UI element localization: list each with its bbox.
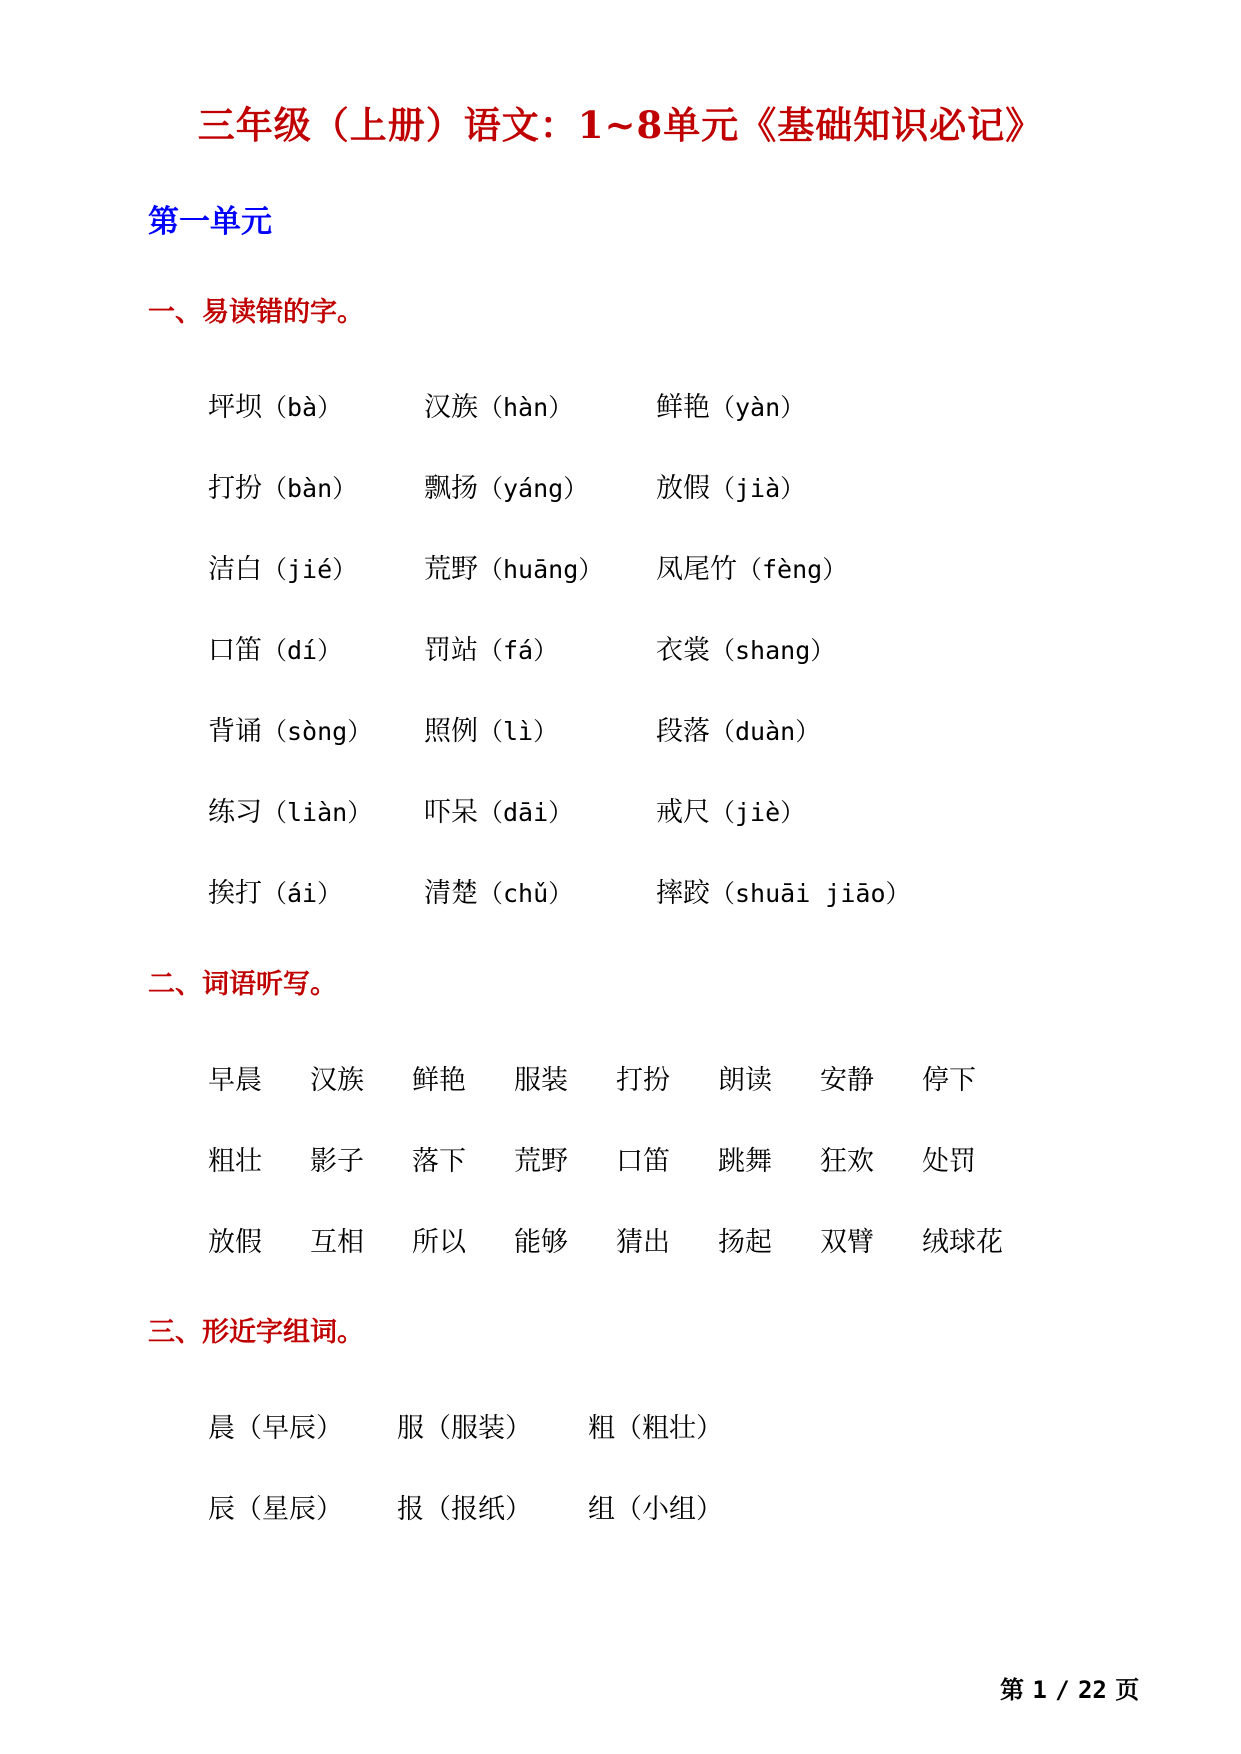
pronunciation-row xyxy=(0,871,1241,911)
similar-character-entry: 晨（早辰） xyxy=(208,1413,343,1444)
dictation-word: 影子 xyxy=(310,1146,364,1177)
dictation-word: 所以 xyxy=(412,1227,466,1258)
pronunciation-entry xyxy=(424,466,588,505)
footer-separator: / xyxy=(1055,1676,1070,1704)
similar-character-entry: 服（服装） xyxy=(397,1413,532,1444)
entry-pinyin: （fèng） xyxy=(737,555,848,584)
entry-word: 照例 xyxy=(424,716,478,747)
dictation-row xyxy=(0,1058,1241,1098)
dictation-word: 互相 xyxy=(310,1227,364,1258)
similar-character-entry: 粗（粗壮） xyxy=(588,1413,723,1444)
entry-word: 荒野 xyxy=(424,554,478,585)
dictation-word: 扬起 xyxy=(718,1227,772,1258)
entry-word: 罚站 xyxy=(424,635,478,666)
entry-word: 坪坝 xyxy=(208,392,262,423)
pronunciation-entry xyxy=(424,547,603,586)
pronunciation-entry xyxy=(656,628,835,667)
entry-pinyin: （hàn） xyxy=(478,393,574,422)
dictation-word: 鲜艳 xyxy=(412,1065,466,1096)
pronunciation-entry xyxy=(656,790,805,829)
dictation-word: 朗读 xyxy=(718,1065,772,1096)
entry-pinyin: （sòng） xyxy=(262,717,373,746)
entry-pinyin: （dí） xyxy=(262,636,343,665)
dictation-word: 跳舞 xyxy=(718,1146,772,1177)
dictation-word: 服装 xyxy=(514,1065,568,1096)
pronunciation-row xyxy=(0,547,1241,587)
entry-pinyin: （jià） xyxy=(710,474,806,503)
dictation-word: 口笛 xyxy=(616,1146,670,1177)
pronunciation-row xyxy=(0,385,1241,425)
pronunciation-row xyxy=(0,466,1241,506)
pronunciation-entry xyxy=(424,709,558,748)
section-heading-similar-characters: 三、形近字组词。 xyxy=(148,1317,364,1348)
entry-word: 练习 xyxy=(208,797,262,828)
entry-pinyin: （yáng） xyxy=(478,474,589,503)
entry-pinyin: （dāi） xyxy=(478,798,574,827)
pronunciation-entry xyxy=(208,871,342,910)
entry-word: 清楚 xyxy=(424,878,478,909)
entry-pinyin: （duàn） xyxy=(710,717,821,746)
pronunciation-entry xyxy=(656,871,911,910)
pronunciation-entry xyxy=(424,385,573,424)
dictation-word: 打扮 xyxy=(616,1065,670,1096)
section-heading-dictation: 二、词语听写。 xyxy=(148,969,337,1000)
dictation-word: 猜出 xyxy=(616,1227,670,1258)
entry-word: 飘扬 xyxy=(424,473,478,504)
dictation-word: 狂欢 xyxy=(820,1146,874,1177)
entry-pinyin: （fá） xyxy=(478,636,559,665)
pronunciation-entry xyxy=(656,385,805,424)
entry-word: 洁白 xyxy=(208,554,262,585)
entry-pinyin: （bàn） xyxy=(262,474,358,503)
dictation-word: 汉族 xyxy=(310,1065,364,1096)
entry-word: 汉族 xyxy=(424,392,478,423)
entry-word: 摔跤 xyxy=(656,878,710,909)
entry-pinyin: （bà） xyxy=(262,393,343,422)
pronunciation-row xyxy=(0,709,1241,749)
entry-word: 衣裳 xyxy=(656,635,710,666)
entry-pinyin: （ái） xyxy=(262,879,343,908)
entry-pinyin: （jié） xyxy=(262,555,358,584)
entry-word: 口笛 xyxy=(208,635,262,666)
footer-prefix: 第 xyxy=(1000,1675,1024,1704)
entry-pinyin: （shuāi jiāo） xyxy=(710,879,911,908)
entry-word: 吓呆 xyxy=(424,797,478,828)
pronunciation-entry xyxy=(656,547,847,586)
entry-word: 鲜艳 xyxy=(656,392,710,423)
pronunciation-row xyxy=(0,628,1241,668)
pronunciation-entry xyxy=(208,790,372,829)
pronunciation-entry xyxy=(208,385,342,424)
similar-characters-row xyxy=(0,1406,1241,1446)
dictation-word: 放假 xyxy=(208,1227,262,1258)
section-heading-pronunciation: 一、易读错的字。 xyxy=(148,297,364,328)
unit-heading: 第一单元 xyxy=(148,204,272,240)
dictation-word: 落下 xyxy=(412,1146,466,1177)
dictation-row xyxy=(0,1139,1241,1179)
dictation-word: 安静 xyxy=(820,1065,874,1096)
document-title: 三年级（上册）语文：1~8单元《基础知识必记》 xyxy=(197,103,1044,147)
dictation-word: 粗壮 xyxy=(208,1146,262,1177)
dictation-word: 绒球花 xyxy=(922,1227,1003,1258)
entry-pinyin: （huāng） xyxy=(478,555,604,584)
pronunciation-entry xyxy=(208,547,357,586)
entry-word: 打扮 xyxy=(208,473,262,504)
pronunciation-entry xyxy=(656,709,820,748)
page-footer xyxy=(1000,1670,1139,1705)
dictation-word: 处罚 xyxy=(922,1146,976,1177)
pronunciation-entry xyxy=(208,466,357,505)
entry-pinyin: （jiè） xyxy=(710,798,806,827)
footer-page-number: 1 xyxy=(1032,1676,1047,1704)
entry-pinyin: （lì） xyxy=(478,717,559,746)
entry-word: 段落 xyxy=(656,716,710,747)
pronunciation-row xyxy=(0,790,1241,830)
pronunciation-entry xyxy=(424,871,573,910)
dictation-word: 停下 xyxy=(922,1065,976,1096)
pronunciation-entry xyxy=(656,466,805,505)
pronunciation-entry xyxy=(208,628,342,667)
entry-word: 凤尾竹 xyxy=(656,554,737,585)
entry-word: 放假 xyxy=(656,473,710,504)
pronunciation-entry xyxy=(424,628,558,667)
similar-character-entry: 辰（星辰） xyxy=(208,1494,343,1525)
pronunciation-entry xyxy=(208,709,372,748)
dictation-word: 双臂 xyxy=(820,1227,874,1258)
entry-pinyin: （shang） xyxy=(710,636,836,665)
dictation-word: 能够 xyxy=(514,1227,568,1258)
entry-pinyin: （liàn） xyxy=(262,798,373,827)
footer-suffix: 页 xyxy=(1115,1675,1140,1704)
entry-pinyin: （yàn） xyxy=(710,393,806,422)
entry-word: 戒尺 xyxy=(656,797,710,828)
similar-character-entry: 组（小组） xyxy=(588,1494,723,1525)
footer-total-pages: 22 xyxy=(1077,1676,1107,1704)
pronunciation-entry xyxy=(424,790,573,829)
similar-characters-row xyxy=(0,1487,1241,1527)
dictation-word: 荒野 xyxy=(514,1146,568,1177)
dictation-row xyxy=(0,1220,1241,1260)
similar-character-entry: 报（报纸） xyxy=(397,1494,532,1525)
entry-pinyin: （chǔ） xyxy=(478,879,574,908)
entry-word: 挨打 xyxy=(208,878,262,909)
dictation-word: 早晨 xyxy=(208,1065,262,1096)
entry-word: 背诵 xyxy=(208,716,262,747)
